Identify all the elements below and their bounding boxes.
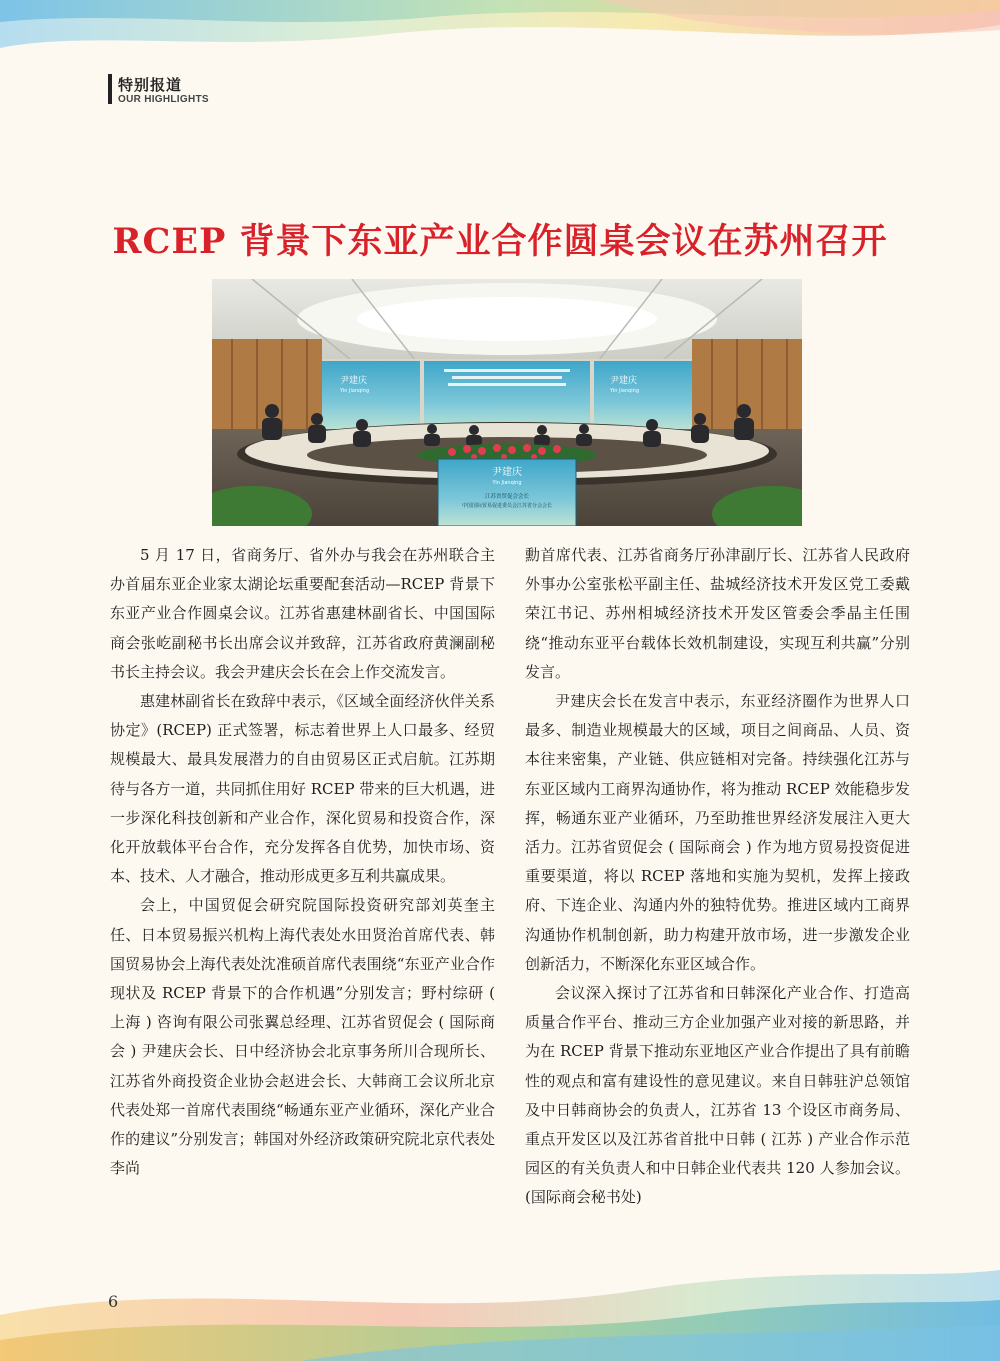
- article-paragraph: 5 月 17 日，省商务厅、省外办与我会在苏州联合主办首届东亚企业家太湖论坛重要配套活动—RCEP 背景下东亚产业合作圆桌会议。江苏省惠建林副省长、中国国际商会张屹副秘书长出席会议并致辞，江苏省政府黄澜副秘书长主持会议。我会尹建庆会长在会上作交流发言。: [110, 546, 495, 681]
- bottom-ribbon-decoration: [0, 1245, 1000, 1361]
- article-column-right: [525, 541, 910, 1213]
- screen-right-pinyin: Yin Jianqing: [610, 388, 640, 394]
- section-subtitle: OUR HIGHLIGHTS: [118, 94, 209, 105]
- screen-front-name: 尹建庆: [492, 467, 522, 478]
- article-paragraph: 尹建庆会长在发言中表示，东亚经济圈作为世界人口最多、制造业规模最大的区域，项目之间商品、人员、资本往来密集，产业链、供应链相对完备。持续强化江苏与东亚区域内工商界沟通协作，将为推动 RCEP 效能稳步发挥，畅通东亚产业循环，乃至助推世界经济发展注入更大活力。江苏省贸促会 ( 国际商会 ) 作为地方贸易投资促进重要渠道，将以 RCEP 落地和实施为契机，发挥上接政府、下连企业、沟通内外的独特优势。推进区域内工商界沟通协作机制创新，助力构建开放市场，进一步激发企业创新活力，不断深化东亚区域合作。: [525, 692, 910, 973]
- screen-front-pinyin: Yin Jianqing: [492, 480, 522, 486]
- screen-front-org2: 中国国际贸易促进委员会江苏省分会会长: [461, 503, 553, 509]
- page-number: 6: [108, 1292, 119, 1311]
- screen-right-name: 尹建庆: [610, 376, 638, 386]
- article-paragraph: 惠建林副省长在致辞中表示，《区域全面经济伙伴关系协定》(RCEP) 正式签署，标志着世界上人口最多、经贸规模最大、最具发展潜力的自由贸易区正式启航。江苏期待与各方一道，共同抓住用好 RCEP 带来的巨大机遇，进一步深化科技创新和产业合作，深化贸易和投资合作，深化开放载体平台合作，充分发挥各自优势，加快市场、资本、技术、人才融合，推动形成更多互利共赢成果。: [110, 692, 495, 886]
- conference-photo: [212, 279, 802, 526]
- screen-left-pinyin: Yin Jianqing: [340, 388, 370, 394]
- article-column-left: [110, 541, 495, 1183]
- article-paragraph-continued: 勳首席代表、江苏省商务厅孙津副厅长、江苏省人民政府外事办公室张松平副主任、盐城经济技术开发区党工委戴荣江书记、苏州相城经济技术开发区管委会季晶主任围绕“推动东亚平台载体长效机制建设，实现互利共赢”分别发言。: [525, 546, 910, 681]
- screen-left-name: 尹建庆: [340, 376, 368, 386]
- article-paragraph: 会上，中国贸促会研究院国际投资研究部刘英奎主任、日本贸易振兴机构上海代表处水田贤治首席代表、韩国贸易协会上海代表处沈准硕首席代表围绕“东亚产业合作现状及 RCEP 背景下的合作机遇”分别发言；野村综研 ( 上海 ) 咨询有限公司张翼总经理、江苏省贸促会 ( 国际商会 ) 尹建庆会长、日中经济协会北京事务所川合现所长、江苏省外商投资企业协会赵进会长、大韩商工会议所北京代表处郑一首席代表围绕“畅通东亚产业循环，深化产业合作的建议”分别发言；韩国对外经济政策研究院北京代表处李尚: [110, 896, 495, 1178]
- section-title: 特别报道: [118, 76, 183, 94]
- section-marker-bar: [108, 74, 112, 104]
- article-paragraph: 会议深入探讨了江苏省和日韩深化产业合作、打造高质量合作平台、推动三方企业加强产业对接的新思路，并为在 RCEP 背景下推动东亚地区产业合作提出了具有前瞻性的观点和富有建设性的意见建议。来自日韩驻沪总领馆及中日韩商协会的负责人，江苏省 13 个设区市商务局、重点开发区以及江苏省首批中日韩 ( 江苏 ) 产业合作示范园区的有关负责人和中日韩企业代表共 120 人参加会议。(国际商会秘书处): [525, 984, 910, 1207]
- screen-front-org1: 江苏省贸促会会长: [484, 494, 530, 500]
- article-headline: RCEP 背景下东亚产业合作圆桌会议在苏州召开: [112, 221, 888, 262]
